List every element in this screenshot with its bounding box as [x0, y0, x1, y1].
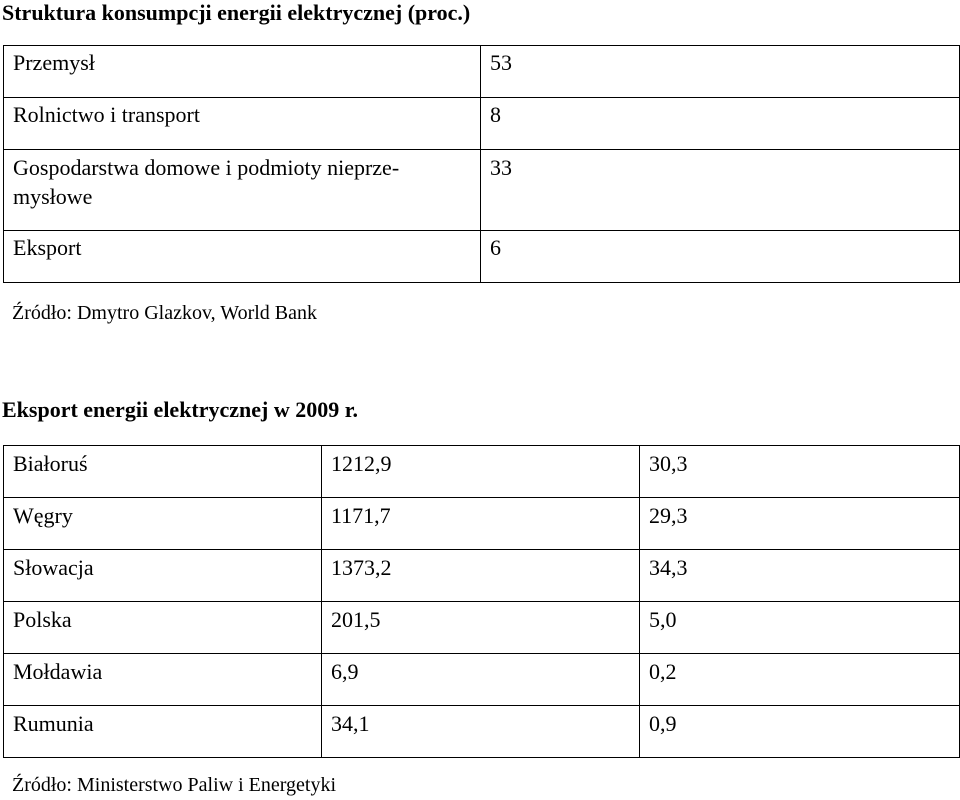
consumption-table [3, 45, 960, 283]
country-cell: Słowacja [4, 550, 322, 602]
sector-label-line-1: Gospodarstwa domowe i podmioty nieprze- [13, 155, 400, 180]
amount-cell: 1212,9 [322, 446, 640, 498]
amount-cell: 201,5 [322, 602, 640, 654]
share-cell: 29,3 [640, 498, 960, 550]
amount-cell: 1373,2 [322, 550, 640, 602]
amount-cell: 34,1 [322, 706, 640, 758]
share-cell: 30,3 [640, 446, 960, 498]
table-row [4, 654, 960, 706]
table-row [4, 446, 960, 498]
sector-cell: Rolnictwo i transport [4, 98, 481, 150]
table-row [4, 550, 960, 602]
table-row [4, 46, 960, 98]
country-cell: Mołdawia [4, 654, 322, 706]
table-row [4, 150, 960, 231]
table-row [4, 602, 960, 654]
share-cell: 33 [481, 150, 960, 231]
country-cell: Polska [4, 602, 322, 654]
sector-cell [4, 150, 481, 231]
share-cell: 53 [481, 46, 960, 98]
country-cell: Węgry [4, 498, 322, 550]
table-row [4, 706, 960, 758]
amount-cell: 1171,7 [322, 498, 640, 550]
sector-cell: Eksport [4, 231, 481, 283]
share-cell: 8 [481, 98, 960, 150]
consumption-source-note: Źródło: Dmytro Glazkov, World Bank [12, 302, 318, 324]
export-source-note: Źródło: Ministerstwo Paliw i Energetyki [12, 774, 337, 796]
sector-cell: Przemysł [4, 46, 481, 98]
amount-cell: 6,9 [322, 654, 640, 706]
export-table-title: Eksport energii elektrycznej w 2009 r. [2, 397, 359, 422]
export-table [3, 445, 960, 758]
country-cell: Rumunia [4, 706, 322, 758]
sector-label-line-2: mysłowe [13, 184, 93, 209]
table-row [4, 98, 960, 150]
share-cell: 5,0 [640, 602, 960, 654]
share-cell: 34,3 [640, 550, 960, 602]
table-row [4, 231, 960, 283]
share-cell: 6 [481, 231, 960, 283]
consumption-table-title: Struktura konsumpcji energii elektrycznej (proc.) [2, 0, 471, 25]
table-row [4, 498, 960, 550]
share-cell: 0,2 [640, 654, 960, 706]
country-cell: Białoruś [4, 446, 322, 498]
share-cell: 0,9 [640, 706, 960, 758]
